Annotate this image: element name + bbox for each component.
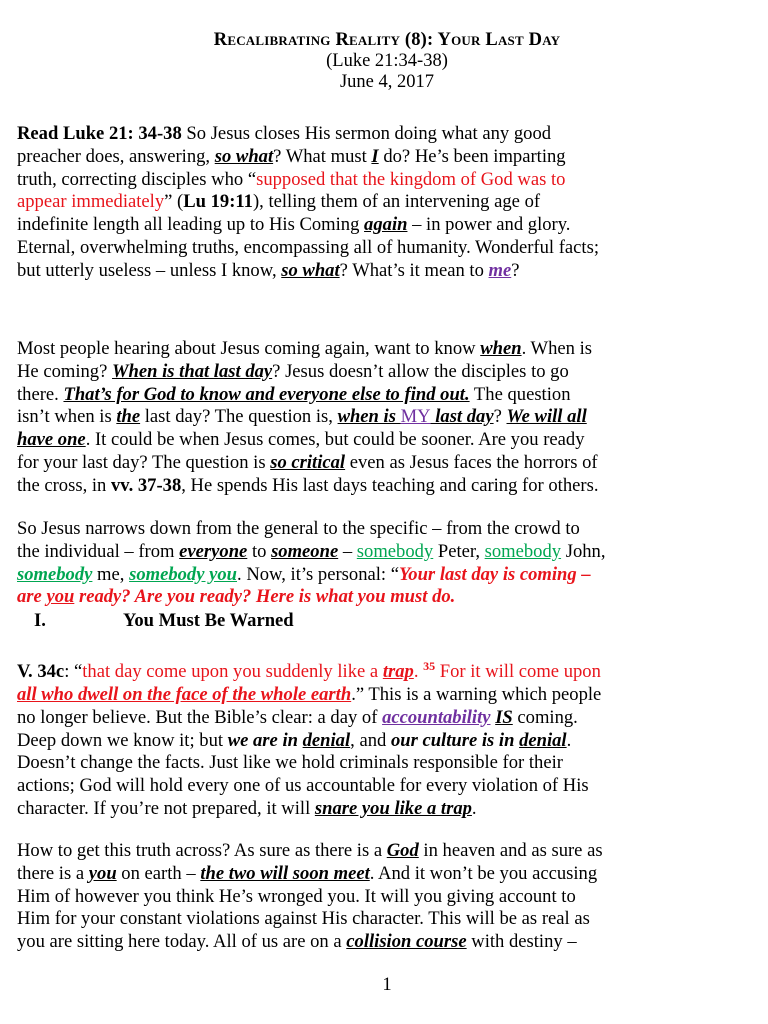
section-heading: [34, 610, 294, 632]
read-passage-ref: Read Luke 21: 34-38: [17, 123, 182, 144]
sermon-date: June 4, 2017: [339, 72, 435, 92]
section-number: I.: [34, 610, 46, 631]
page-number: 1: [382, 974, 392, 995]
document-page: [17, 30, 757, 995]
document-title: Recalibrating Reality (8): Your Last Day: [213, 30, 561, 50]
paragraph-intro: Read Luke 21: 34-38 So Jesus closes His sermon doing what any good preacher does, answering, so what? What must I do? He’s been imparting truth, correcting disciples who “supposed that the kingdom of God was to appear immediately” (Lu 19:11), telling them of an intervening age of indefinite length all leading up to His Coming again – in power and glory. Eternal, overwhelming truths, encompassing all of humanity. Wonderful facts; but utterly useless – unless I know, so what? What’s it mean to me?: [17, 123, 599, 281]
paragraph-when: Most people hearing about Jesus coming again, want to know when. When is He coming? When is that last day? Jesus doesn’t allow the disciples to go there. That’s for God to know and everyone else to find out. The question isn’t when is the last day? The question is, when is MY last day? We will all have one. It could be when Jesus comes, but could be sooner. Are you ready for your last day? The question is so critical even as Jesus faces the horrors of the cross, in vv. 37-38, He spends His last days teaching and caring for others.: [17, 338, 599, 496]
paragraph-warning: V. 34c: “that day come upon you suddenly like a trap. $^{35}$ For it will come upon all who dwell on the face of the whole earth.” This is a warning which people no longer believe. But the Bible’s clear: a day of accountability IS coming. Deep down we know it; but we are in denial, and our culture is in denial. Doesn’t change the facts. Just like we hold criminals responsible for their actions; God will hold every one of us accountable for every violation of His character. If you’re not prepared, it will snare you like a trap.: [17, 659, 602, 819]
section-title: You Must Be Warned: [123, 610, 294, 631]
document-header: [17, 30, 757, 93]
scripture-reference: (Luke 21:34-38): [326, 51, 448, 71]
paragraph-personal: So Jesus narrows down from the general to the specific – from the crowd to the individual – from everyone to someone – somebody Peter, somebody John, somebody me, somebody you. Now, it’s personal: “Your last day is coming – are you ready? Are you ready? Here is what you must do.: [17, 518, 606, 608]
paragraph-collision: How to get this truth across? As sure as there is a God in heaven and as sure as there is a you on earth – the two will soon meet. And it won’t be you accusing Him of however you think He’s wronged you. It will you giving account to Him for your constant violations against His character. This will be as real as you are sitting here today. All of us are on a collision course with destiny –: [17, 840, 603, 953]
